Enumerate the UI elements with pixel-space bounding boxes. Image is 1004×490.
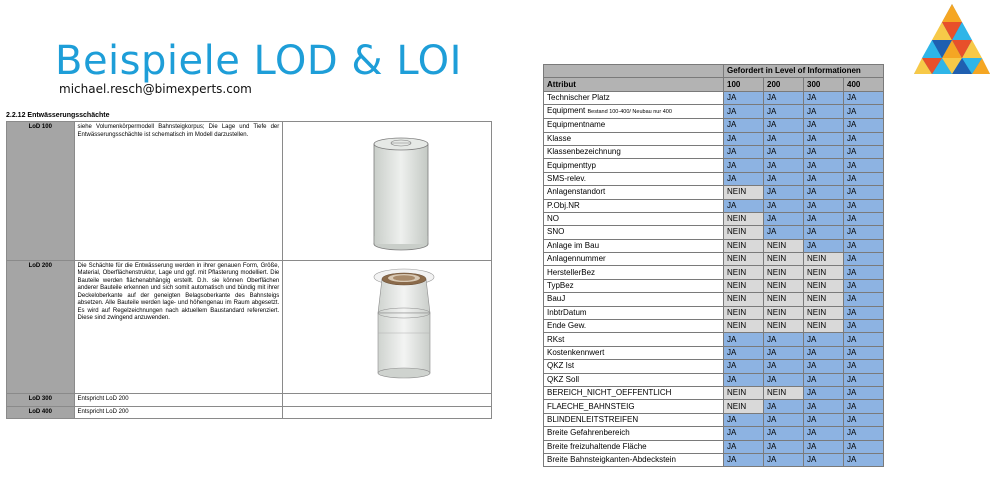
- attribute-name: [544, 253, 724, 266]
- lod-description: Die Schächte für die Entwässerung werden in ihrer genauen Form, Größe, Material, Oberflächenstruktur, Lage und ggf. mit Pflasterung modelliert. Die Bauteile werden flächenabhängig erstellt. D.h. sie können Oberflächen anderer Bauteile erkennen und sich somit automatisch und bündig mit ihrer Deckeloberkante auf der geneigten Belagsoberkante des Bahnsteigs absetzen. Alle Bauteile werden lage- und höhengenau im Raum abgesetzt. Es wird auf Regelzeichnungen nach aktuellem Baustandard referenziert. Diese sind zwingend anzuwenden.: [74, 260, 283, 394]
- attribute-row: [544, 413, 884, 426]
- attribute-row: [544, 266, 884, 279]
- level-value-cell: JA: [844, 413, 884, 426]
- level-value-cell: JA: [764, 453, 804, 466]
- level-value-cell: NEIN: [804, 320, 844, 333]
- attribute-rows: [544, 91, 884, 467]
- attribute-name-text: SMS-relev.: [547, 173, 586, 183]
- level-value-cell: JA: [844, 253, 884, 266]
- level-value-cell: NEIN: [724, 320, 764, 333]
- attribute-row: [544, 105, 884, 119]
- level-value-cell: NEIN: [804, 306, 844, 319]
- attribute-row: [544, 293, 884, 306]
- attribute-name-text: Anlagennummer: [547, 254, 606, 264]
- level-value-cell: NEIN: [724, 212, 764, 225]
- attribute-row: [544, 91, 884, 104]
- attribute-name-text: BEREICH_NICHT_OEFFENTLICH: [547, 388, 672, 398]
- attribute-row: [544, 360, 884, 373]
- attribute-row: [544, 253, 884, 266]
- level-value-cell: JA: [804, 453, 844, 466]
- attribute-name-text: P.Obj.NR: [547, 200, 580, 210]
- level-value-cell: JA: [844, 346, 884, 359]
- level-value-cell: JA: [724, 333, 764, 346]
- attribute-row: [544, 373, 884, 386]
- attribute-name-text: HerstellerBez: [547, 267, 596, 277]
- attribute-row: [544, 226, 884, 239]
- attribute-row: [544, 186, 884, 199]
- level-value-cell: JA: [764, 333, 804, 346]
- attribute-name-text: Breite freizuhaltende Fläche: [547, 441, 647, 451]
- level-value-cell: JA: [844, 159, 884, 172]
- level-value-cell: JA: [804, 186, 844, 199]
- lod-description: Entspricht LoD 200: [74, 406, 283, 419]
- attribute-name-text: TypBez: [547, 281, 574, 291]
- level-value-cell: NEIN: [764, 253, 804, 266]
- attribute-name-text: Anlage im Bau: [547, 240, 600, 250]
- attribute-row: [544, 333, 884, 346]
- attribute-row: [544, 172, 884, 185]
- attribute-name: [544, 333, 724, 346]
- level-value-cell: JA: [764, 132, 804, 145]
- attribute-name-text: Equipment: [547, 106, 586, 116]
- level-value-cell: JA: [844, 373, 884, 386]
- attribute-row: [544, 386, 884, 399]
- level-value-cell: JA: [804, 91, 844, 104]
- level-value-cell: JA: [804, 440, 844, 453]
- attribute-name: [544, 279, 724, 292]
- attribute-name: [544, 226, 724, 239]
- level-value-cell: JA: [844, 199, 884, 212]
- attribute-note: Bestand 100-400/ Neubau nur 400: [587, 109, 672, 116]
- level-value-cell: NEIN: [724, 293, 764, 306]
- level-value-cell: JA: [844, 306, 884, 319]
- attribute-table: [543, 64, 884, 467]
- level-value-cell: JA: [764, 91, 804, 104]
- attribute-name: [544, 199, 724, 212]
- header-blank: [544, 65, 724, 78]
- attribute-name-text: Equipmenttyp: [547, 160, 596, 170]
- level-value-cell: JA: [724, 132, 764, 145]
- level-value-cell: NEIN: [804, 279, 844, 292]
- attribute-name-text: Kostenkennwert: [547, 348, 605, 357]
- attribute-row: [544, 427, 884, 440]
- attribute-name-text: QKZ Soll: [547, 374, 580, 384]
- header-level: 300: [804, 78, 844, 91]
- shaft-illustration-icon: [286, 263, 486, 388]
- level-value-cell: JA: [804, 360, 844, 373]
- level-value-cell: JA: [804, 159, 844, 172]
- level-value-cell: JA: [764, 373, 804, 386]
- level-value-cell: JA: [844, 105, 884, 119]
- lod-row: [7, 260, 492, 394]
- attribute-name: [544, 400, 724, 413]
- level-value-cell: JA: [844, 427, 884, 440]
- level-value-cell: JA: [804, 212, 844, 225]
- level-value-cell: JA: [804, 199, 844, 212]
- level-value-cell: NEIN: [764, 306, 804, 319]
- level-value-cell: NEIN: [764, 320, 804, 333]
- attribute-name-text: Anlagenstandort: [547, 187, 606, 197]
- level-value-cell: JA: [764, 400, 804, 413]
- level-value-cell: JA: [764, 159, 804, 172]
- attribute-row: [544, 346, 884, 359]
- attribute-name-text: FLAECHE_BAHNSTEIG: [547, 401, 635, 411]
- attribute-name: [544, 266, 724, 279]
- header-attribut: Attribut: [544, 78, 724, 91]
- attribute-row: [544, 199, 884, 212]
- attribute-name: [544, 91, 724, 104]
- header-group: Gefordert in Level of Informationen: [724, 65, 884, 78]
- level-value-cell: JA: [764, 105, 804, 119]
- level-value-cell: JA: [724, 172, 764, 185]
- section-title: 2.2.12 Entwässerungsschächte: [6, 112, 110, 119]
- attribute-name: [544, 373, 724, 386]
- attribute-row: [544, 145, 884, 158]
- level-value-cell: JA: [724, 360, 764, 373]
- attribute-name-text: InbtrDatum: [547, 307, 587, 317]
- lod-description: siehe Volumenkörpermodell Bahnsteigkorpus; Die Lage und Tiefe der Entwässerungsschächte ist schematisch im Modell darzustellen.: [74, 122, 283, 261]
- level-value-cell: JA: [844, 279, 884, 292]
- lod-row: [7, 394, 492, 407]
- attribute-name: [544, 186, 724, 199]
- level-value-cell: JA: [844, 239, 884, 252]
- level-value-cell: JA: [724, 440, 764, 453]
- level-value-cell: NEIN: [724, 226, 764, 239]
- attribute-row: [544, 453, 884, 466]
- attribute-name-text: RKst: [547, 334, 565, 344]
- attribute-name-text: Technischer Platz: [547, 92, 610, 102]
- attribute-name-text: BLINDENLEITSTREIFEN: [547, 414, 639, 424]
- lod-image-cell: [283, 406, 492, 419]
- header-level: 100: [724, 78, 764, 91]
- header-level: 200: [764, 78, 804, 91]
- attribute-row: [544, 400, 884, 413]
- lod-label: LoD 300: [7, 394, 75, 407]
- level-value-cell: JA: [844, 320, 884, 333]
- attribute-row: [544, 320, 884, 333]
- level-value-cell: JA: [764, 172, 804, 185]
- level-value-cell: JA: [844, 119, 884, 132]
- level-value-cell: NEIN: [724, 253, 764, 266]
- attribute-row: [544, 239, 884, 252]
- attribute-row: [544, 159, 884, 172]
- level-value-cell: NEIN: [764, 266, 804, 279]
- attribute-name: [544, 119, 724, 132]
- attribute-name-text: Ende Gew.: [547, 321, 587, 331]
- lod-row: [7, 122, 492, 261]
- level-value-cell: JA: [724, 413, 764, 426]
- level-value-cell: NEIN: [764, 293, 804, 306]
- level-value-cell: NEIN: [724, 400, 764, 413]
- level-value-cell: NEIN: [804, 293, 844, 306]
- attribute-name-text: Breite Bahnsteigkanten-Abdeckstein: [547, 455, 676, 465]
- attribute-name-text: BauJ: [547, 294, 566, 304]
- lod-image-cell: [283, 122, 492, 261]
- lod-row: [7, 406, 492, 419]
- attribute-row: [544, 440, 884, 453]
- level-value-cell: JA: [844, 91, 884, 104]
- level-value-cell: JA: [844, 293, 884, 306]
- level-value-cell: JA: [844, 453, 884, 466]
- level-value-cell: NEIN: [724, 239, 764, 252]
- attribute-name: [544, 453, 724, 466]
- attribute-name: [544, 239, 724, 252]
- attribute-name-text: Klassenbezeichnung: [547, 147, 621, 157]
- level-value-cell: JA: [844, 186, 884, 199]
- level-value-cell: NEIN: [724, 386, 764, 399]
- level-value-cell: JA: [844, 145, 884, 158]
- attribute-name: [544, 346, 724, 359]
- attribute-name-text: SNO: [547, 227, 565, 237]
- attribute-name-text: NO: [547, 214, 559, 224]
- level-value-cell: JA: [844, 440, 884, 453]
- attribute-name: [544, 105, 724, 119]
- lod-description: Entspricht LoD 200: [74, 394, 283, 407]
- attribute-name: [544, 212, 724, 225]
- level-value-cell: JA: [724, 346, 764, 359]
- attribute-name: [544, 306, 724, 319]
- level-value-cell: JA: [764, 427, 804, 440]
- level-value-cell: NEIN: [764, 239, 804, 252]
- level-value-cell: JA: [804, 172, 844, 185]
- level-value-cell: JA: [764, 346, 804, 359]
- level-value-cell: JA: [764, 199, 804, 212]
- lod-image-cell: [283, 394, 492, 407]
- level-value-cell: JA: [804, 226, 844, 239]
- attribute-row: [544, 119, 884, 132]
- level-value-cell: JA: [804, 346, 844, 359]
- level-value-cell: JA: [724, 373, 764, 386]
- attribute-name: [544, 293, 724, 306]
- level-value-cell: JA: [764, 413, 804, 426]
- level-value-cell: JA: [764, 119, 804, 132]
- level-value-cell: JA: [804, 413, 844, 426]
- level-value-cell: JA: [724, 91, 764, 104]
- lod-label: LoD 100: [7, 122, 75, 261]
- attribute-name-text: Equipmentname: [547, 120, 606, 130]
- attribute-name: [544, 427, 724, 440]
- attribute-row: [544, 132, 884, 145]
- level-value-cell: JA: [844, 360, 884, 373]
- header-level: 400: [844, 78, 884, 91]
- level-value-cell: JA: [724, 427, 764, 440]
- level-value-cell: NEIN: [724, 279, 764, 292]
- lod-image-cell: [283, 260, 492, 394]
- attribute-name: [544, 440, 724, 453]
- attribute-name: [544, 386, 724, 399]
- level-value-cell: NEIN: [804, 266, 844, 279]
- level-value-cell: JA: [764, 226, 804, 239]
- level-value-cell: JA: [844, 226, 884, 239]
- level-value-cell: JA: [764, 212, 804, 225]
- lod-label: LoD 400: [7, 406, 75, 419]
- level-value-cell: JA: [844, 132, 884, 145]
- level-value-cell: NEIN: [764, 386, 804, 399]
- level-value-cell: JA: [804, 145, 844, 158]
- level-value-cell: JA: [804, 386, 844, 399]
- level-value-cell: NEIN: [804, 253, 844, 266]
- level-value-cell: JA: [724, 119, 764, 132]
- level-value-cell: NEIN: [724, 306, 764, 319]
- attribute-name: [544, 145, 724, 158]
- level-value-cell: JA: [724, 105, 764, 119]
- bimexperts-logo-icon: [912, 2, 992, 78]
- attribute-name-text: QKZ Ist: [547, 361, 575, 371]
- attribute-row: [544, 279, 884, 292]
- level-value-cell: JA: [724, 199, 764, 212]
- lod-label: LoD 200: [7, 260, 75, 394]
- level-value-cell: JA: [844, 400, 884, 413]
- author-email: michael.resch@bimexperts.com: [59, 82, 252, 96]
- level-value-cell: JA: [804, 105, 844, 119]
- level-value-cell: JA: [804, 239, 844, 252]
- attribute-row: [544, 212, 884, 225]
- level-value-cell: JA: [804, 132, 844, 145]
- level-value-cell: NEIN: [764, 279, 804, 292]
- lod-table: [6, 121, 492, 419]
- level-value-cell: JA: [844, 333, 884, 346]
- level-value-cell: JA: [844, 212, 884, 225]
- level-value-cell: JA: [724, 453, 764, 466]
- level-value-cell: JA: [764, 145, 804, 158]
- attribute-name: [544, 159, 724, 172]
- level-value-cell: JA: [804, 400, 844, 413]
- level-value-cell: JA: [804, 427, 844, 440]
- attribute-row: [544, 306, 884, 319]
- level-value-cell: JA: [804, 373, 844, 386]
- attribute-name: [544, 132, 724, 145]
- level-value-cell: JA: [804, 333, 844, 346]
- level-value-cell: JA: [764, 440, 804, 453]
- attribute-name: [544, 360, 724, 373]
- slide-title: Beispiele LOD & LOI: [55, 38, 462, 84]
- level-value-cell: JA: [724, 145, 764, 158]
- level-value-cell: JA: [804, 119, 844, 132]
- attribute-name: [544, 413, 724, 426]
- attribute-name-text: Klasse: [547, 133, 572, 143]
- attribute-name: [544, 172, 724, 185]
- level-value-cell: JA: [844, 386, 884, 399]
- level-value-cell: JA: [844, 266, 884, 279]
- level-value-cell: JA: [764, 186, 804, 199]
- attribute-name-text: Breite Gefahrenbereich: [547, 428, 630, 438]
- attribute-name: [544, 320, 724, 333]
- level-value-cell: JA: [844, 172, 884, 185]
- cylinder-illustration-icon: [286, 124, 486, 254]
- level-value-cell: NEIN: [724, 186, 764, 199]
- level-value-cell: NEIN: [724, 266, 764, 279]
- level-value-cell: JA: [764, 360, 804, 373]
- level-value-cell: JA: [724, 159, 764, 172]
